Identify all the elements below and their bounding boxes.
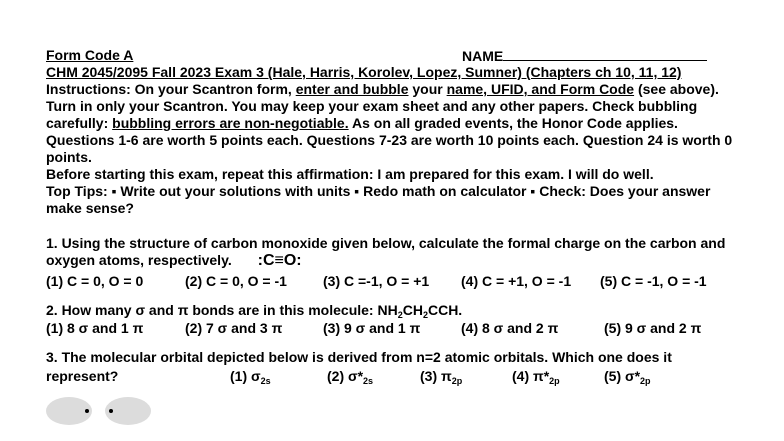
q2-option-3: (3) 9 σ and 1 π <box>323 320 421 336</box>
orbital-lobe-left <box>46 397 92 425</box>
instructions-text: (see above). Turn in only your Scantron. You may keep your exam sheet and any other papers. Check bubbling carefully: <box>46 81 719 131</box>
q3-option-subscript: 2p <box>640 376 651 386</box>
q3-option-label: (2) σ* <box>327 368 364 384</box>
form-code: Form Code A <box>46 47 134 63</box>
instructions-underlined-1: enter and bubble <box>295 81 409 97</box>
question-3-text-line2: represent? <box>46 368 119 384</box>
q2-option-5: (5) 9 σ and 2 π <box>604 320 702 336</box>
q3-option-3 <box>420 368 462 385</box>
question-1 <box>46 235 746 269</box>
co-lewis-structure: :C≡O: <box>257 252 302 269</box>
q2-subscript: 2 <box>422 310 428 320</box>
question-3-text-line1: 3. The molecular orbital depicted below is derived from n=2 atomic orbitals. Which one does it <box>46 349 672 365</box>
q2-text-part: 2. How many σ and π bonds are in this molecule: NH <box>46 302 398 318</box>
course-line: CHM 2045/2095 Fall 2023 Exam 3 (Hale, Harris, Korolev, Lopez, Sumner) (Chapters ch 10, 11, 12) <box>46 64 682 80</box>
q1-option-5: (5) C = -1, O = -1 <box>600 273 707 289</box>
instructions-underlined-3: bubbling errors are non-negotiable. <box>112 115 349 131</box>
instructions-text: your <box>408 81 447 97</box>
orbital-lobe-right <box>105 397 151 425</box>
q3-option-subscript: 2s <box>260 376 271 386</box>
q3-option-subscript: 2s <box>363 376 374 386</box>
nucleus-dot <box>109 409 113 413</box>
q3-option-5 <box>604 368 651 385</box>
q3-option-subscript: 2p <box>549 376 560 386</box>
q2-option-2: (2) 7 σ and 3 π <box>185 320 283 336</box>
q2-text-part: CH <box>402 302 423 318</box>
q2-option-1: (1) 8 σ and 1 π <box>46 320 144 336</box>
top-tips: Top Tips: ▪ Write out your solutions with units ▪ Redo math on calculator ▪ Check: Does your answer make sense? <box>46 183 711 216</box>
instructions-text: As on all graded events, the Honor Code applies. Questions 1-6 are worth 5 points each. Questions 7-23 are worth 10 points each. Question 24 is worth 0 points. <box>46 115 733 165</box>
q2-subscript: 2 <box>397 310 403 320</box>
q3-option-4 <box>512 368 560 385</box>
q2-text-part: CCH. <box>427 302 463 318</box>
name-label: NAME <box>462 48 504 64</box>
instructions-underlined-2: name, UFID, and Form Code <box>446 81 635 97</box>
q3-option-subscript: 2p <box>451 376 463 386</box>
q3-option-label: (1) σ <box>230 368 261 384</box>
name-blank-line <box>503 47 707 61</box>
instructions-text: Instructions: On your Scantron form, <box>46 81 296 97</box>
q1-option-4: (4) C = +1, O = -1 <box>461 273 572 289</box>
q2-option-4: (4) 8 σ and 2 π <box>461 320 559 336</box>
q1-option-3: (3) C =-1, O = +1 <box>323 273 430 289</box>
nucleus-dot <box>85 409 89 413</box>
q1-option-2: (2) C = 0, O = -1 <box>185 273 287 289</box>
question-1-text: 1. Using the structure of carbon monoxide given below, calculate the formal charge on the carbon and oxygen atoms, respectively. <box>46 235 726 268</box>
q3-option-label: (4) π* <box>512 368 550 384</box>
question-2-text <box>46 302 462 319</box>
affirmation: Before starting this exam, repeat this affirmation: I am prepared for this exam. I will do well. <box>46 166 654 182</box>
q1-option-1: (1) C = 0, O = 0 <box>46 273 144 289</box>
name-field <box>462 47 707 65</box>
instructions-paragraph <box>46 81 746 166</box>
q3-option-label: (5) σ* <box>604 368 641 384</box>
q3-option-1 <box>230 368 271 385</box>
q3-option-2 <box>327 368 373 385</box>
q3-option-label: (3) π <box>420 368 452 384</box>
